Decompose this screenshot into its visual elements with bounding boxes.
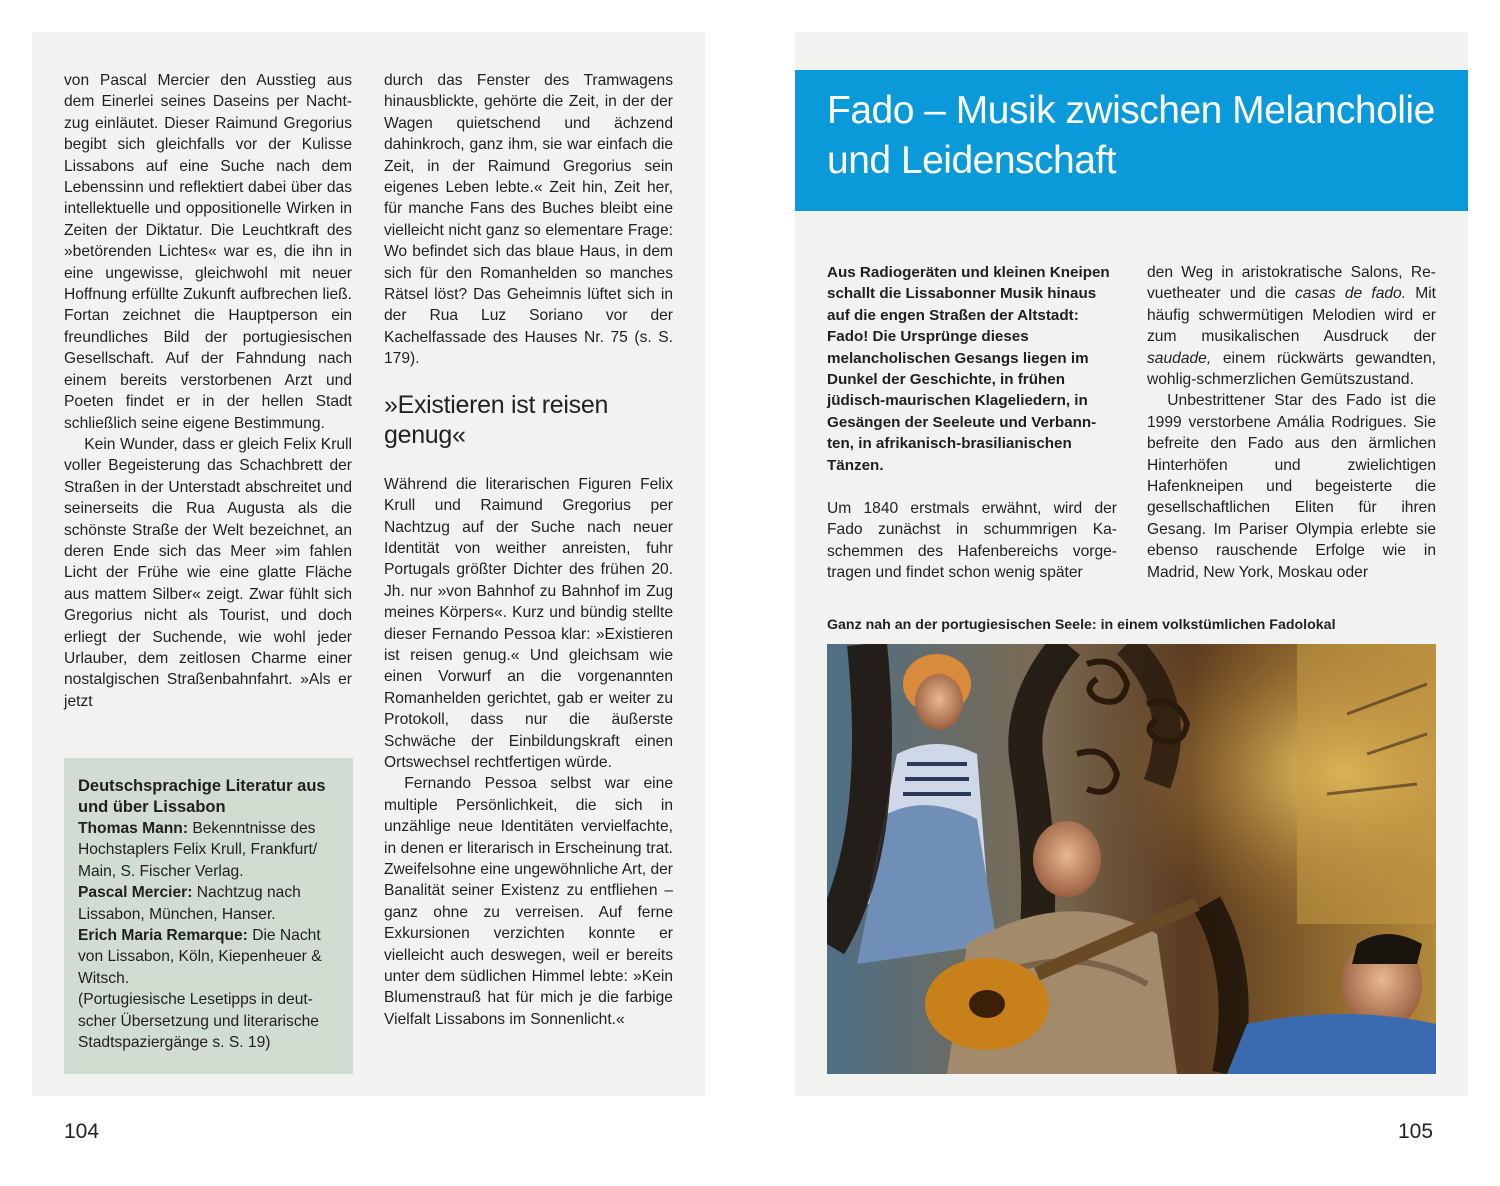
info-box-entry [78,882,339,925]
paragraph: Fernando Pessoa selbst war eine multiple Persönlichkeit, die sich in unzählige neue Identitäten vervielfachte, in denen er literarisch in Erscheinung trat. Zweifelsohne eine ungewöhnliche Art, der Banalität seiner Existenz zu entfliehen – ganz ohne zu verreisen. Auf ferne Exkursionen verzichten konnte er vielleicht auch deswegen, weil er bereits unter dem südlichen Himmel lebte: »Kein Blumenstrauß hat für mich je die farbige Vielfalt Lissabons im Sonnenlicht.« [384,775,673,1028]
right-column-1 [827,262,1117,584]
left-column-2 [384,70,673,1030]
literature-info-box [64,758,353,1074]
info-box-entry [78,925,339,989]
entry-text: Nachtzug nach Lissabon, München, Hanser. [78,884,301,923]
paragraph: durch das Fenster des Tramwagens hinausblickte, gehörte die Zeit, in der der Wagen quietschend und ächzend dahinkroch, ganz ihm, sie war einfach die Zeit, in der Raimund Gregorius sein eigenes Leben lebte.« Zeit hin, Zeit her, für manche Fans des Buches bleibt eine vielleicht nicht ganz so elementare Frage: Wo befindet sich das blaue Haus, in dem sich für den Romanhelden so manches Rätsel löst? Das Geheimnis lüftet sich in der Rua Luz Soriano vor der Kachelfassade des Hauses Nr. 75 (s. S. 179). [384,72,673,368]
paragraph: Kein Wunder, dass er gleich Felix Krull voller Begeisterung das Schachbrett der Straßen in der Unterstadt abschreitet und seinerseits die Rua Augusta als die schönste Straße der Welt bezeichnet, an deren Ende sich das Meer »im fahlen Licht der Frühe wie eine glatte Fläche aus mattem Silber« zeigt. Zwar fühlt sich Gregorius nicht als Tourist, und doch erliegt der Suchende, wie wohl jeder Urlauber, dem zeitlosen Charme einer nostalgischen Straßenbahnfahrt. »Als er jetzt [64,435,352,710]
paragraph: Unbestrittener Star des Fado ist die 1999 verstorbene Amália Rodrigues. Sie befreite den Fado aus den ärmlichen Hinterhöfen und zwielichtigen Hafenkneipen und begeisterte die gesellschaftlichen Eliten für ihren Gesang. Im Pariser Olympia erlebte sie ebenso rauschende Erfolge wie in Madrid, New York, Moskau oder [1147,392,1436,581]
paragraph: Um 1840 erstmals erwähnt, wird der Fado zunächst in schummrigen Kaschemmen des Hafenbereichs vorgetragen und findet schon wenig später [827,500,1117,582]
fado-photo [827,644,1436,1074]
entry-author: Pascal Mercier: [78,884,193,902]
page-number-left: 104 [64,1120,100,1143]
right-page [795,32,1468,1096]
lead-paragraph: Aus Radiogeräten und kleinen Kneipen schallt die Lissabonner Musik hinaus auf die engen Straßen der Altstadt: Fado! Die Ursprünge dieses melancholischen Gesangs liegen im Dunkel der Geschichte, in frühen jüdisch-maurischen Klageliedern, in Gesängen der Seeleute und Verbannten, in afrikanisch-brasilianischen Tänzen. [827,264,1110,474]
entry-text: Bekenntnisse des Hochstaplers Felix Krull, Frankfurt/ Main, S. Fischer Verlag. [78,820,318,880]
left-column-1 [64,70,352,712]
info-box-title: Deutschsprachige Literatur aus und über Lissabon [78,777,326,816]
info-box-entry [78,818,339,882]
entry-author: Erich Maria Remarque: [78,927,248,945]
chapter-title-banner: Fado – Musik zwischen Melancholie und Leidenschaft [795,70,1468,211]
paragraph: von Pascal Mercier den Ausstieg aus dem Einerlei seines Daseins per Nachtzug einläutet. Dieser Raimund Gregorius begibt sich gleichfalls vor der Kulisse Lissabons auf eine Suche nach dem Lebenssinn und reflektiert dabei über das intellektuelle und oppositionelle Wirken in Zeiten der Diktatur. Die Leuchtkraft des »betörenden Lichtes« war es, die ihn in eine ungewisse, gleichwohl mit neuer Hoffnung erfüllte Zukunft aufbrechen ließ. Fortan zeichnet die Hauptperson ein freundliches Bild der portugiesischen Gesellschaft. Auf der Fahndung nach einem bereits verstorbenen Arzt und Poeten findet er in der hellen Stadt schließlich seine eigene Bestimmung. [64,72,352,432]
section-subheading: »Existieren ist reisen genug« [384,390,609,449]
entry-author: Thomas Mann: [78,820,189,837]
paragraph: Während die literarischen Figuren Felix Krull und Raimund Gregorius per Nachtzug auf der Suche nach neuer Identität von weither anreisten, fuhr Portugals größter Dichter des frühen 20. Jh. nur »von Bahnhof zu Bahnhof im Zug meines Körpers«. Kurz und bündig stellte dieser Fernando Pessoa klar: »Existieren ist reisen genug.« Und gleichsam wie einen Vorwurf an die vorgenannten Romanhelden gerichtet, gab er weiter zu Protokoll, dass nur die äußerste Schwäche der Einbildungskraft einen Ortswechsel rechtfertigen würde. [384,475,673,771]
entry-text: Die Nacht von Lissabon, Köln, Kiepenheuer & Witsch. [78,927,322,987]
page-number-right: 105 [1398,1120,1434,1143]
photo-caption: Ganz nah an der portugiesischen Seele: in einem volkstümlichen Fadolokal [827,617,1336,633]
info-box-note: (Portugiesische Lesetipps in deutscher Übersetzung und literarische Stadtspaziergänge s. S. 19) [78,991,319,1052]
right-column-2 [1147,262,1436,583]
paragraph: den Weg in aristokratische Salons, Revuetheater und die casas de fado. Mit häufig schwermütigen Melodien wird er zum musikalischen Ausdruck der saudade, einem rückwärts gewandten, wohlig-schmerzlichen Gemütszustand. [1147,264,1437,389]
left-page [32,32,705,1096]
